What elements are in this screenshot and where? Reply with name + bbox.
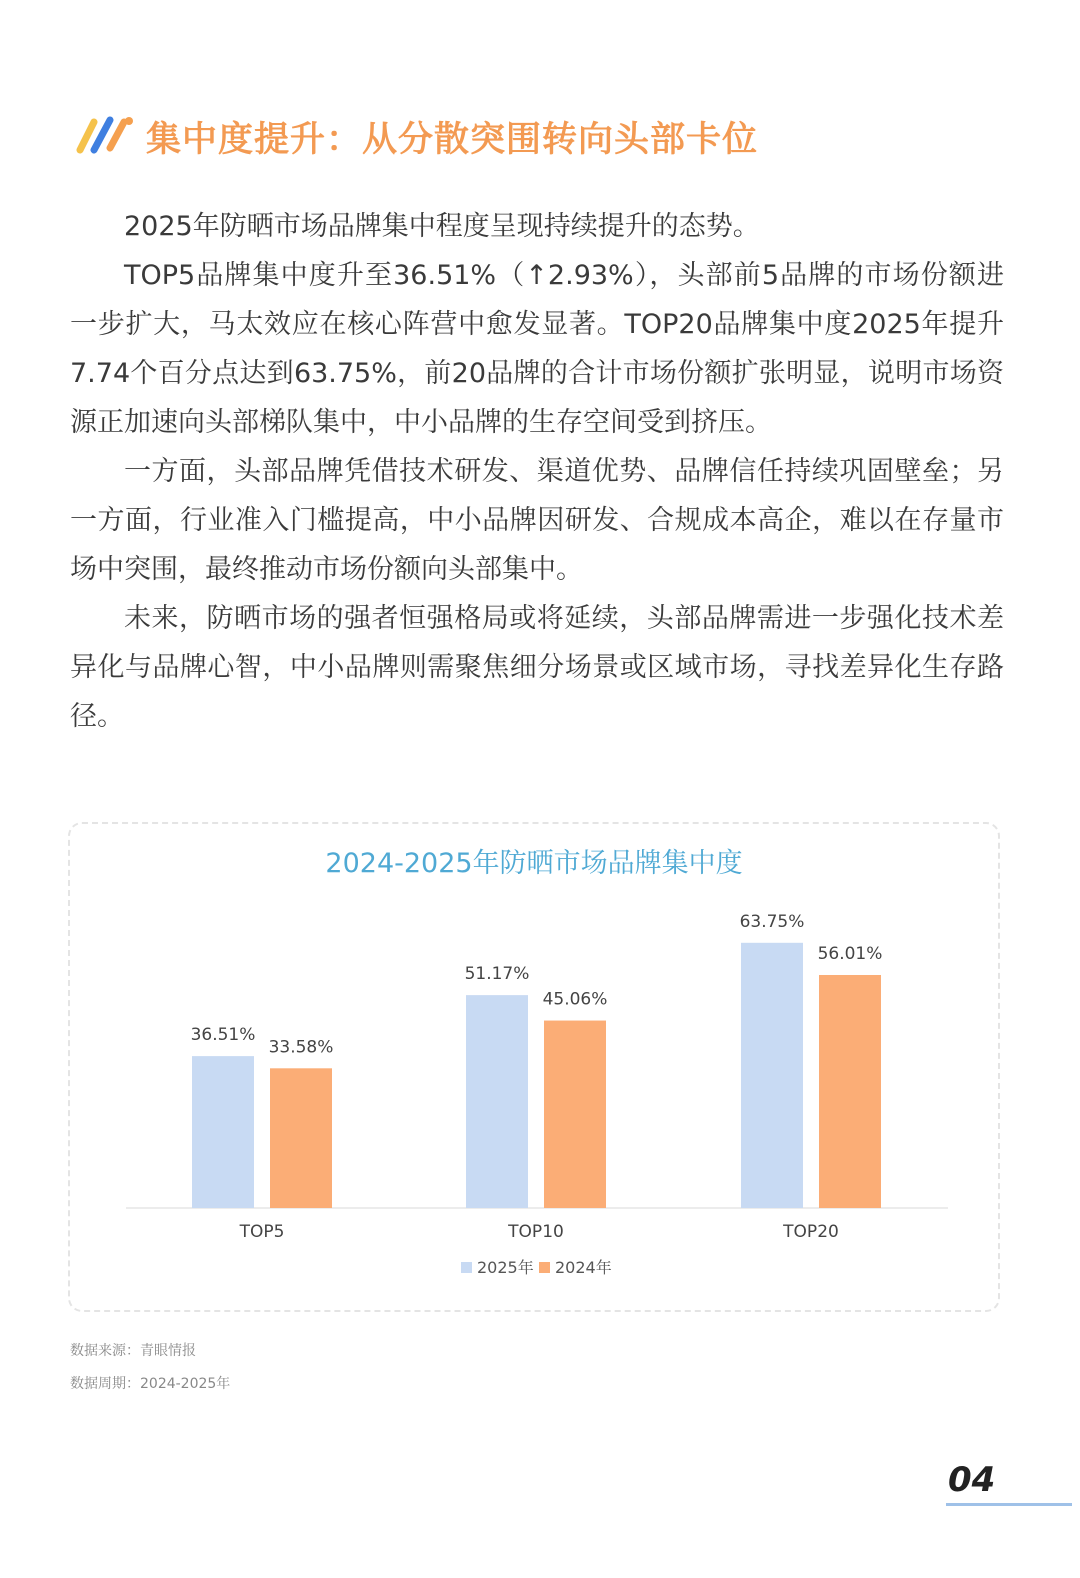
legend-swatch-2024	[539, 1262, 550, 1273]
paragraph-3: 一方面，头部品牌凭借技术研发、渠道优势、品牌信任持续巩固壁垒；另一方面，行业准入门槛提高，中小品牌因研发、合规成本高企，难以在存量市场中突围，最终推动市场份额向头部集中。	[70, 456, 1004, 585]
data-label: 36.51%	[190, 1025, 256, 1046]
bar-top20-2024	[819, 975, 881, 1208]
legend-label: 2024年	[555, 1258, 612, 1277]
data-label: 63.75%	[739, 911, 805, 932]
bar-top5-2025	[192, 1056, 254, 1208]
bar-chart	[70, 824, 998, 1310]
paragraph-2: TOP5品牌集中度升至36.51%（↑2.93%），头部前5品牌的市场份额进一步扩大，马太效应在核心阵营中愈发显著。TOP20品牌集中度2025年提升7.74个百分点达到63.75%，前20品牌的合计市场份额扩张明显，说明市场资源正加速向头部梯队集中，中小品牌的生存空间受到挤压。	[70, 260, 1004, 438]
bar-top10-2024	[544, 1021, 606, 1208]
section-title: 集中度提升：从分散突围转向头部卡位	[146, 120, 759, 160]
data-label: 33.58%	[268, 1037, 334, 1058]
page-number-underline	[946, 1503, 1072, 1506]
data-label: 45.06%	[542, 989, 608, 1010]
chart-title: 2024-2025年防晒市场品牌集中度	[325, 848, 743, 879]
legend-label: 2025年	[477, 1258, 534, 1277]
data-source: 数据来源：青眼情报	[70, 1343, 196, 1359]
data-period: 数据周期：2024-2025年	[70, 1376, 231, 1392]
section-logo-icon	[74, 114, 134, 156]
data-label: 56.01%	[817, 943, 883, 964]
chart-panel	[68, 822, 1000, 1312]
bar-top20-2025	[741, 943, 803, 1208]
x-tick-label: TOP20	[783, 1222, 839, 1242]
bar-top10-2025	[466, 995, 528, 1208]
x-tick-label: TOP5	[239, 1222, 285, 1242]
paragraph-4: 未来，防晒市场的强者恒强格局或将延续，头部品牌需进一步强化技术差异化与品牌心智，中小品牌则需聚焦细分场景或区域市场，寻找差异化生存路径。	[70, 603, 1004, 732]
x-tick-label: TOP10	[508, 1222, 564, 1242]
body-text	[70, 202, 1004, 741]
bar-top5-2024	[270, 1068, 332, 1208]
data-label: 51.17%	[464, 964, 530, 985]
legend-swatch-2025	[461, 1262, 472, 1273]
paragraph-1: 2025年防晒市场品牌集中程度呈现持续提升的态势。	[124, 211, 760, 242]
page-number: 04	[948, 1460, 996, 1500]
